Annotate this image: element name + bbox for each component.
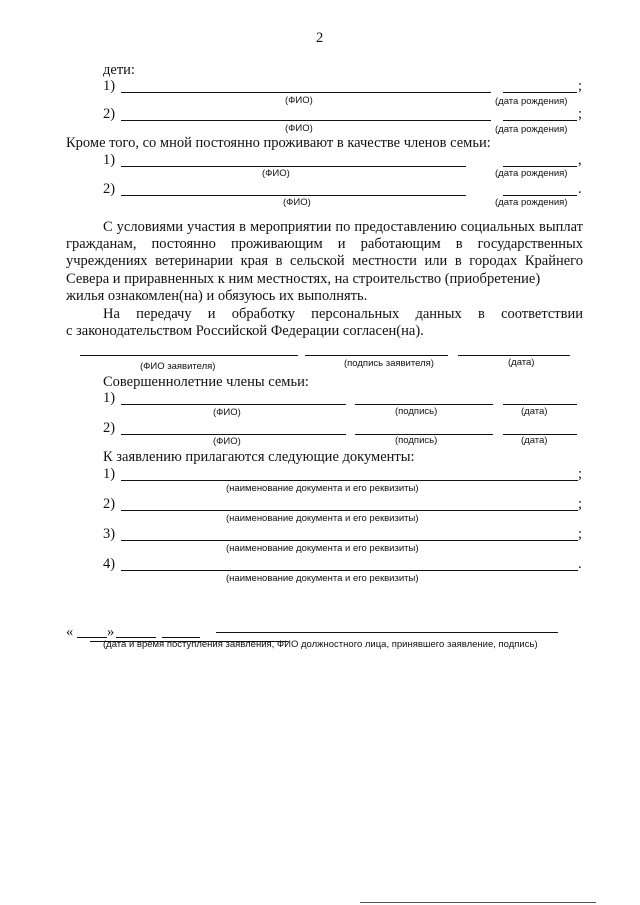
row-number: 3) (103, 526, 116, 542)
name-field-line[interactable] (121, 195, 466, 196)
document-field-line[interactable] (121, 510, 578, 511)
document-field-line[interactable] (121, 480, 578, 481)
applicant-signature-line[interactable] (305, 355, 448, 356)
applicant-date-line[interactable] (458, 355, 570, 356)
row-number: 1) (103, 152, 116, 168)
name-field-line[interactable] (121, 404, 346, 405)
signature-caption: (подпись) (395, 435, 438, 446)
row-punctuation: ; (578, 106, 583, 122)
date-caption: (дата рождения) (495, 96, 568, 107)
date-field-line[interactable] (503, 120, 577, 121)
page-number: 2 (316, 30, 324, 46)
receipt-open-quote: « (66, 624, 74, 640)
row-number: 2) (103, 181, 116, 197)
receipt-day-line[interactable] (77, 637, 107, 638)
date-field-line[interactable] (503, 166, 577, 167)
document-field-line[interactable] (121, 570, 578, 571)
applicant-name-caption: (ФИО заявителя) (140, 361, 216, 372)
row-punctuation: ; (578, 466, 583, 482)
family-label: Кроме того, со мной постоянно проживают в качестве членов семьи: (66, 135, 491, 151)
document-caption: (наименование документа и его реквизиты) (226, 573, 419, 584)
date-caption: (дата рождения) (495, 168, 568, 179)
receipt-caption: (дата и время поступления заявления, ФИО должностного лица, принявшего заявление, подпись) (103, 639, 538, 650)
paragraph-last-line: жилья ознакомлен(на) и обязуюсь их выполнять. (66, 287, 368, 304)
consent-paragraph-conditions (66, 219, 583, 305)
row-number: 4) (103, 556, 116, 572)
name-caption: (ФИО) (283, 197, 311, 208)
name-caption: (ФИО) (285, 95, 313, 106)
paragraph-last-line: с законодательством Российской Федерации согласен(на). (66, 323, 424, 339)
name-caption: (ФИО) (262, 168, 290, 179)
consent-paragraph-personal-data (66, 306, 583, 323)
applicant-name-line[interactable] (80, 355, 298, 356)
document-caption: (наименование документа и его реквизиты) (226, 483, 419, 494)
row-number: 2) (103, 420, 116, 436)
date-caption: (дата рождения) (495, 124, 568, 135)
date-caption: (дата) (521, 406, 548, 417)
paragraph-text: На передачу и обработку персональных данных в соответствии (103, 306, 583, 322)
signature-field-line[interactable] (355, 404, 493, 405)
receipt-month-line[interactable] (116, 637, 156, 638)
row-punctuation: ; (578, 526, 583, 542)
date-caption: (дата) (521, 435, 548, 446)
name-field-line[interactable] (121, 166, 466, 167)
row-punctuation: , (578, 152, 582, 168)
paragraph-text: С условиями участия в мероприятии по предоставлению социальных выплат гражданам, постоянно проживающим и работающим в государственных учреждениях ветеринарии края в сельской местности или в городах Крайнего Севера и приравненных к ним местностях, на строительство (приобретение) (66, 219, 583, 287)
date-caption: (дата рождения) (495, 197, 568, 208)
name-field-line[interactable] (121, 434, 346, 435)
adults-label: Совершеннолетние члены семьи: (103, 374, 309, 390)
signature-caption: (подпись) (395, 406, 438, 417)
row-punctuation: . (578, 181, 582, 197)
row-punctuation: . (578, 556, 582, 572)
scan-edge-line (360, 902, 596, 903)
receipt-year-line[interactable] (162, 637, 200, 638)
row-punctuation: ; (578, 496, 583, 512)
row-number: 2) (103, 496, 116, 512)
row-punctuation: ; (578, 78, 583, 94)
applicant-signature-caption: (подпись заявителя) (344, 358, 434, 369)
name-field-line[interactable] (121, 120, 491, 121)
row-number: 1) (103, 466, 116, 482)
row-number: 2) (103, 106, 116, 122)
document-caption: (наименование документа и его реквизиты) (226, 543, 419, 554)
receipt-details-line[interactable] (216, 632, 558, 633)
row-number: 1) (103, 78, 116, 94)
name-caption: (ФИО) (213, 436, 241, 447)
document-field-line[interactable] (121, 540, 578, 541)
children-label: дети: (103, 62, 135, 78)
documents-label: К заявлению прилагаются следующие документы: (103, 449, 415, 465)
date-field-line[interactable] (503, 195, 577, 196)
date-field-line[interactable] (503, 92, 577, 93)
document-caption: (наименование документа и его реквизиты) (226, 513, 419, 524)
name-caption: (ФИО) (213, 407, 241, 418)
date-field-line[interactable] (503, 404, 577, 405)
name-field-line[interactable] (121, 92, 491, 93)
applicant-date-caption: (дата) (508, 357, 535, 368)
row-number: 1) (103, 390, 116, 406)
name-caption: (ФИО) (285, 123, 313, 134)
receipt-close-quote: » (107, 624, 115, 640)
